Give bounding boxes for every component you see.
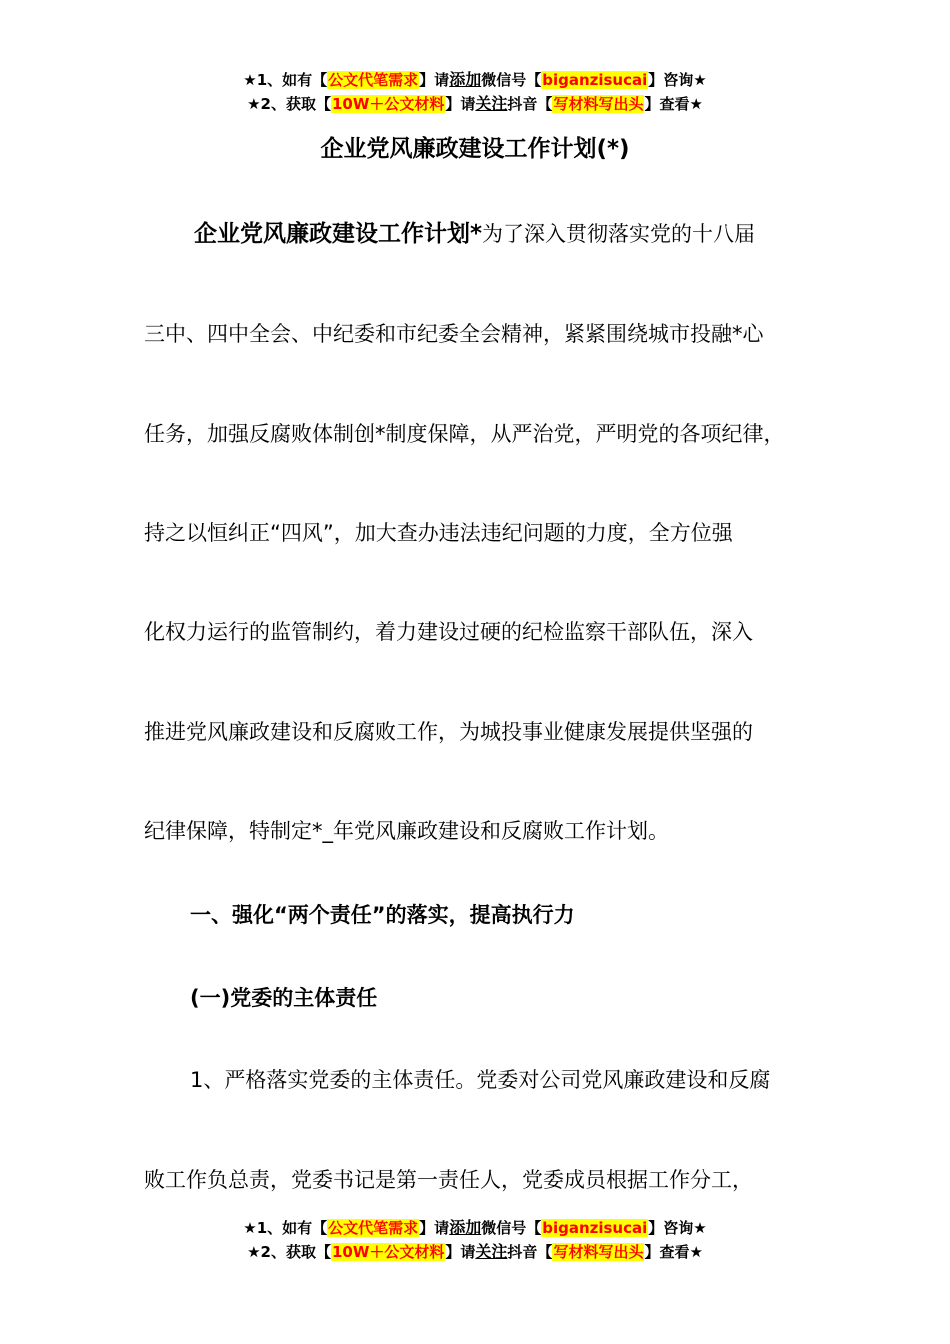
promo-highlight-douyin-id: 写材料写出头 xyxy=(553,1243,644,1261)
lead-title: 企业党风廉政建设工作计划* xyxy=(194,221,483,247)
promo-banner-bottom xyxy=(0,1216,950,1264)
paragraph-line-7: 纪律保障，特制定*_年党风廉政建设和反腐败工作计划。 xyxy=(144,819,669,843)
paragraph-line-5: 化权力运行的监管制约，着力建设过硬的纪检监察干部队伍，深入 xyxy=(144,620,753,644)
promo-highlight: 10W＋公文材料 xyxy=(331,95,445,113)
promo-text: 】请 xyxy=(445,95,476,113)
promo-text: 微信号【 xyxy=(481,1219,542,1237)
promo-text: 】咨询★ xyxy=(648,71,707,89)
subsection-heading: (一)党委的主体责任 xyxy=(190,986,378,1010)
paragraph-line-6: 推进党风廉政建设和反腐败工作，为城投事业健康发展提供坚强的 xyxy=(144,720,753,744)
promo-text: 】咨询★ xyxy=(648,1219,707,1237)
promo-line-1 xyxy=(0,1216,950,1240)
promo-emphasis: 添加 xyxy=(449,70,482,89)
paragraph-line-2: 三中、四中全会、中纪委和市纪委全会精神，紧紧围绕城市投融*心 xyxy=(144,322,764,346)
promo-highlight: 10W＋公文材料 xyxy=(331,1243,445,1261)
promo-highlight: 公文代笔需求 xyxy=(328,71,419,89)
promo-emphasis: 关注 xyxy=(475,94,508,113)
promo-text: 】请 xyxy=(419,1219,450,1237)
promo-text: 抖音【 xyxy=(507,95,553,113)
promo-highlight-wechat-id: biganzisucai xyxy=(542,1219,648,1237)
document-title: 企业党风廉政建设工作计划(*) xyxy=(320,136,630,162)
promo-highlight: 公文代笔需求 xyxy=(328,1219,419,1237)
promo-banner-top xyxy=(0,68,950,116)
promo-text: 抖音【 xyxy=(507,1243,553,1261)
paragraph-line-4: 持之以恒纠正“四风”，加大查办违法违纪问题的力度，全方位强 xyxy=(144,521,733,545)
promo-text: 】请 xyxy=(445,1243,476,1261)
paragraph-line-3: 任务，加强反腐败体制创*制度保障，从严治党，严明党的各项纪律， xyxy=(144,422,785,446)
promo-line-2 xyxy=(0,92,950,116)
promo-line-1 xyxy=(0,68,950,92)
promo-emphasis: 关注 xyxy=(475,1242,508,1261)
promo-text: ★2、获取【 xyxy=(247,95,331,113)
item-line-1: 1、严格落实党委的主体责任。党委对公司党风廉政建设和反腐 xyxy=(190,1068,771,1092)
paragraph-text: 为了深入贯彻落实党的十八届 xyxy=(482,222,756,246)
promo-text: 】查看★ xyxy=(644,95,703,113)
promo-text: ★1、如有【 xyxy=(243,1219,328,1237)
promo-highlight-wechat-id: biganzisucai xyxy=(542,71,648,89)
promo-emphasis: 添加 xyxy=(449,1218,482,1237)
paragraph-line-1 xyxy=(194,218,755,250)
item-line-2: 败工作负总责，党委书记是第一责任人，党委成员根据工作分工， xyxy=(144,1168,753,1192)
promo-text: ★2、获取【 xyxy=(247,1243,331,1261)
promo-text: 微信号【 xyxy=(481,71,542,89)
promo-text: ★1、如有【 xyxy=(243,71,328,89)
promo-line-2 xyxy=(0,1240,950,1264)
section-heading: 一、强化“两个责任”的落实，提高执行力 xyxy=(190,903,575,927)
promo-highlight-douyin-id: 写材料写出头 xyxy=(553,95,644,113)
promo-text: 】请 xyxy=(419,71,450,89)
promo-text: 】查看★ xyxy=(644,1243,703,1261)
